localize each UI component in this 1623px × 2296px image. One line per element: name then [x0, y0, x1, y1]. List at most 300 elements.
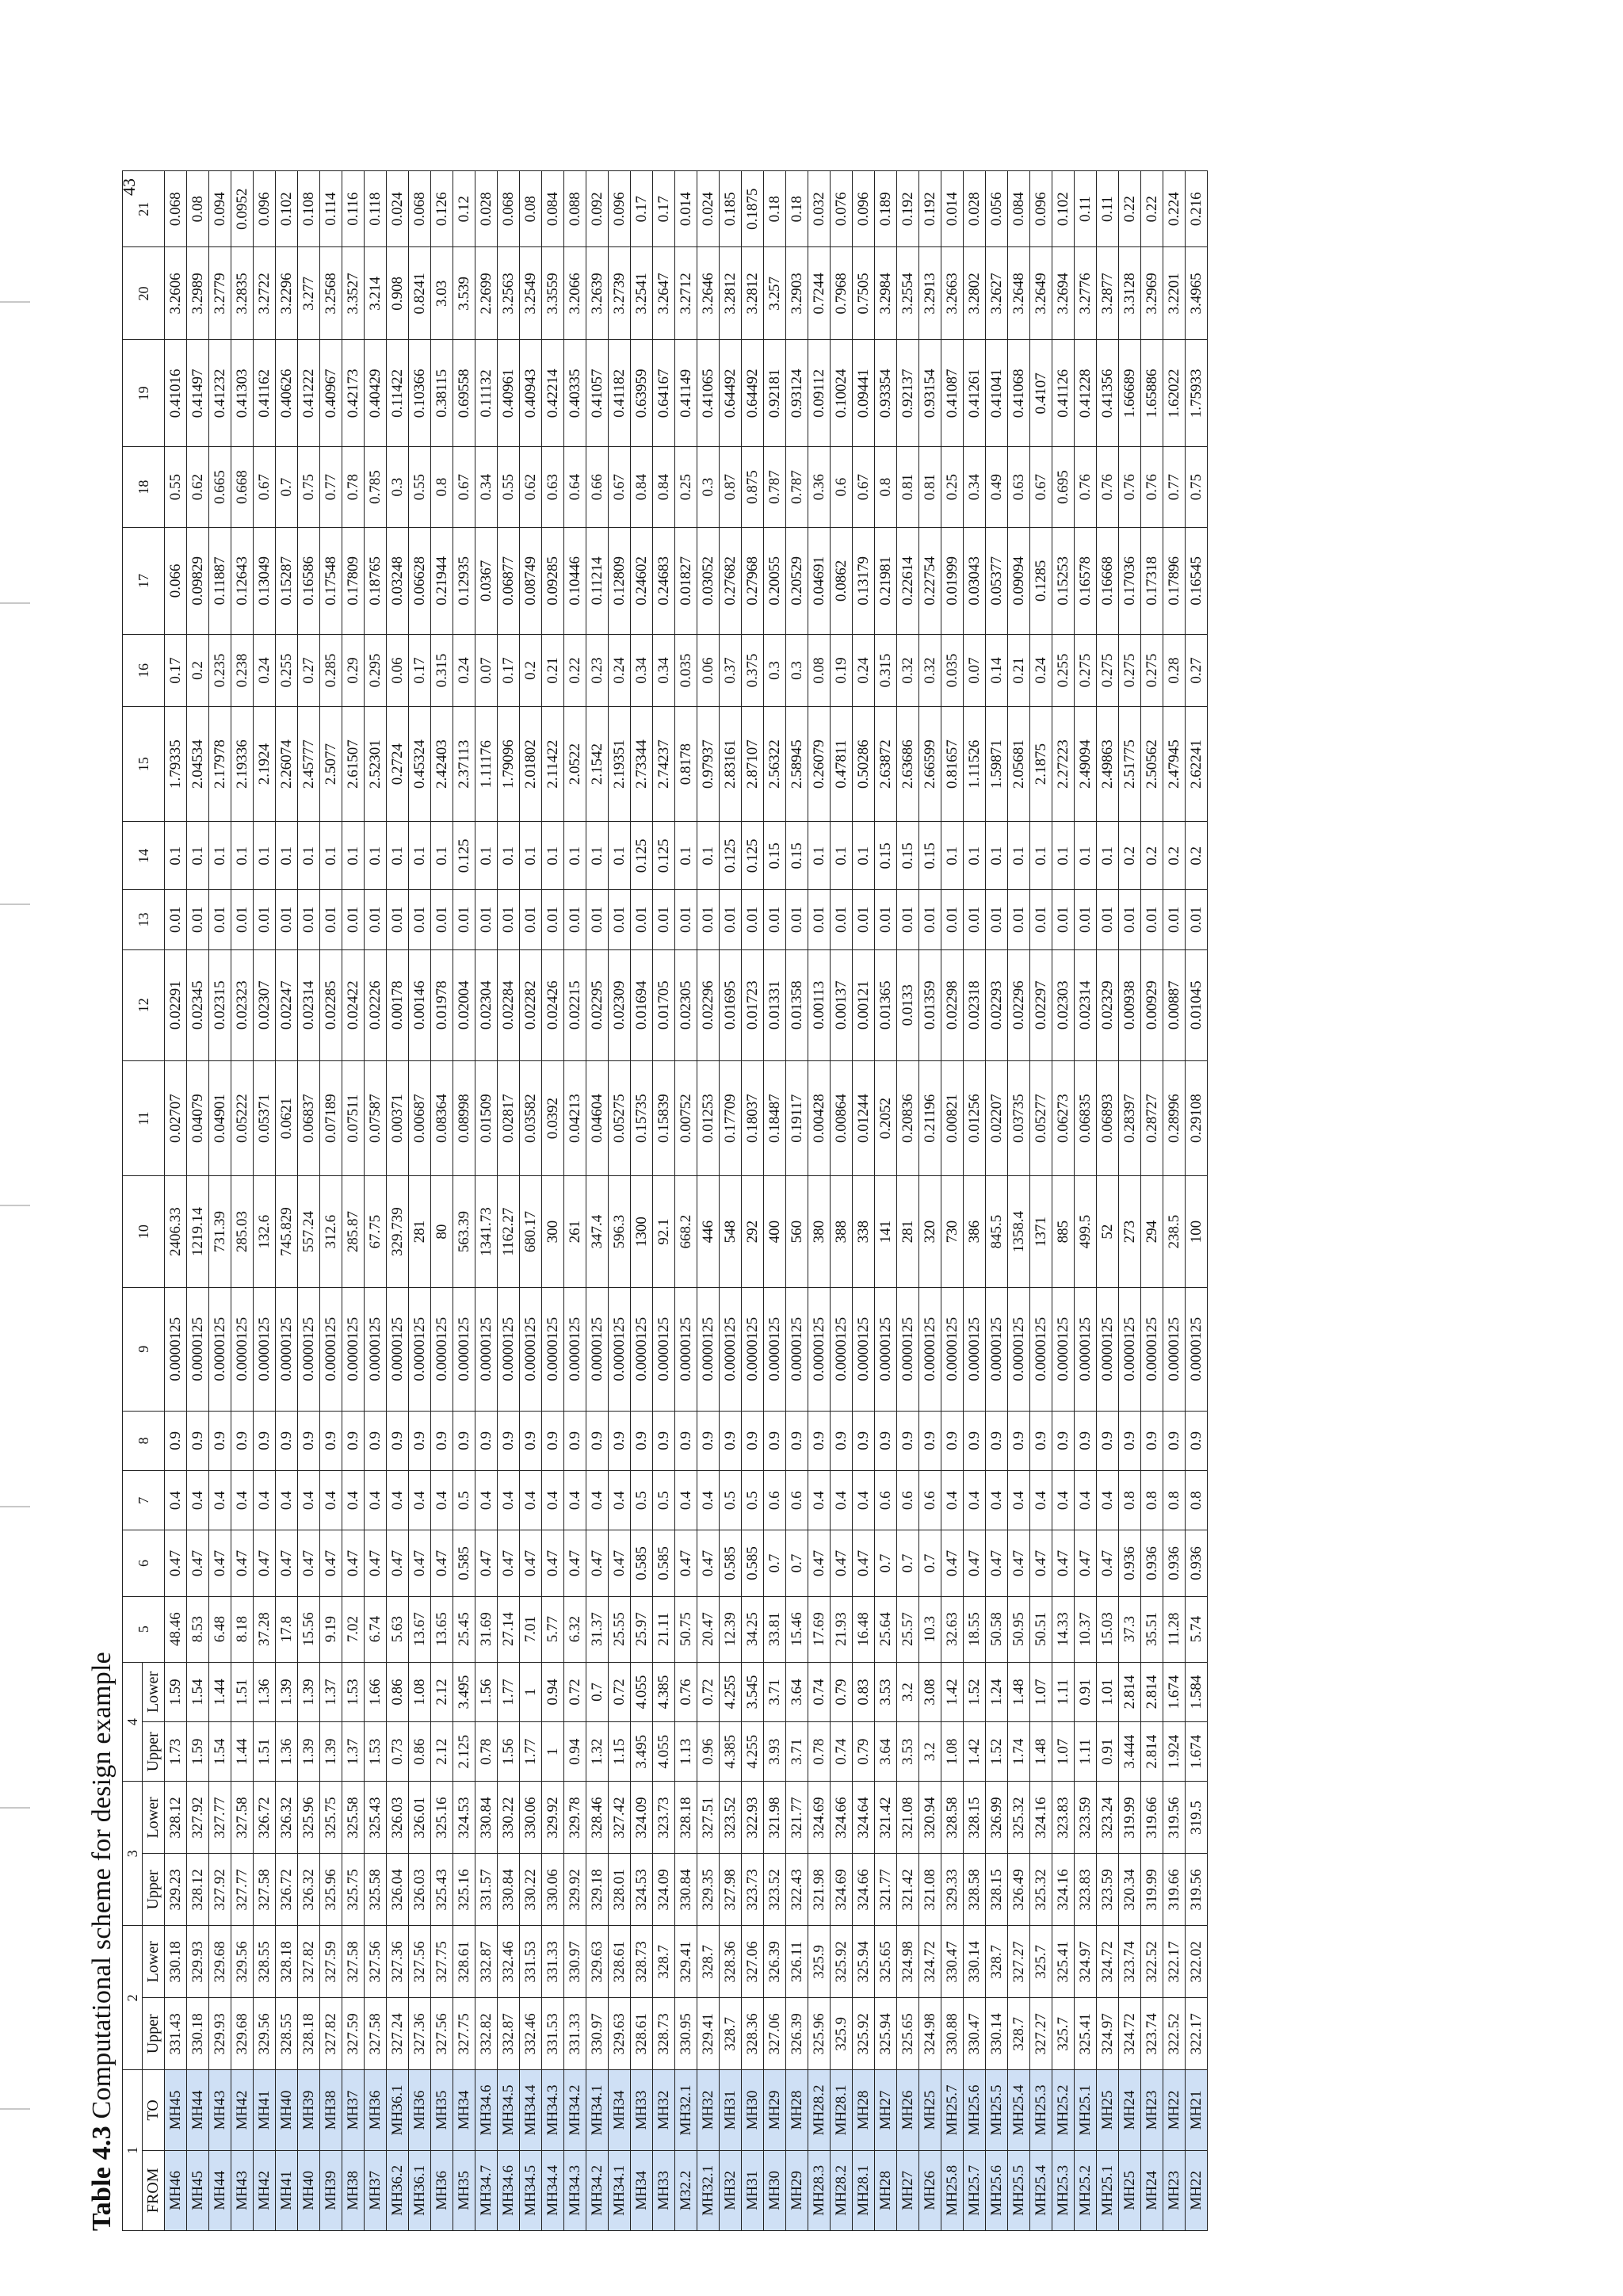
- from-cell: MH27: [897, 2150, 919, 2230]
- value-cell: 0.4: [365, 1471, 387, 1530]
- table-row: [964, 171, 986, 2231]
- value-cell: 0.118: [365, 171, 387, 247]
- value-cell: 330.88: [941, 1998, 964, 2070]
- value-cell: 0.67: [1030, 447, 1052, 527]
- value-cell: 0.04901: [209, 1060, 231, 1176]
- computation-table: [122, 170, 1208, 2231]
- value-cell: 0.02285: [320, 949, 342, 1060]
- value-cell: 0.0000125: [1052, 1287, 1075, 1411]
- value-cell: 0.7: [897, 1530, 919, 1596]
- value-cell: 132.6: [254, 1176, 276, 1287]
- from-cell: MH34: [631, 2150, 653, 2230]
- value-cell: 0.4: [1097, 1471, 1119, 1530]
- value-cell: 0.189: [875, 171, 897, 247]
- value-cell: 319.99: [1119, 1782, 1141, 1854]
- rotated-page: [87, 123, 1450, 2263]
- value-cell: 0.01509: [475, 1060, 498, 1176]
- value-cell: 0.9: [298, 1411, 320, 1470]
- value-cell: 0.1: [697, 822, 720, 890]
- value-cell: 3.2568: [320, 247, 342, 340]
- value-cell: 0.47: [831, 1530, 853, 1596]
- value-cell: 0.0000125: [853, 1287, 875, 1411]
- value-cell: 1341.73: [475, 1176, 498, 1287]
- value-cell: 0.4: [231, 1471, 254, 1530]
- value-cell: 0.20836: [897, 1060, 919, 1176]
- value-cell: 0.42173: [342, 340, 365, 447]
- value-cell: 0.0000125: [964, 1287, 986, 1411]
- value-cell: 0.47: [964, 1530, 986, 1596]
- value-cell: 0.05371: [254, 1060, 276, 1176]
- value-cell: 0.47: [187, 1530, 209, 1596]
- from-cell: MH36: [431, 2150, 453, 2230]
- value-cell: 0.17548: [320, 527, 342, 634]
- value-cell: 18.55: [964, 1596, 986, 1662]
- value-cell: 3.495: [453, 1662, 475, 1721]
- value-cell: 0.9: [586, 1411, 609, 1470]
- table-row: [919, 171, 941, 2231]
- value-cell: 323.59: [1075, 1782, 1097, 1854]
- value-cell: 0.76: [1141, 447, 1163, 527]
- value-cell: 0.255: [276, 634, 298, 706]
- value-cell: 4.385: [653, 1662, 675, 1721]
- value-cell: 327.82: [320, 1998, 342, 2070]
- value-cell: 0.0000125: [520, 1287, 542, 1411]
- value-cell: 0.91: [1075, 1662, 1097, 1721]
- value-cell: 328.15: [964, 1782, 986, 1854]
- value-cell: 0.01256: [964, 1060, 986, 1176]
- value-cell: 0.00929: [1141, 949, 1163, 1060]
- column-number-20: 20: [123, 247, 165, 340]
- column-header-upper: Upper: [143, 1854, 165, 1926]
- value-cell: 0.4: [475, 1471, 498, 1530]
- table-row: [498, 171, 520, 2231]
- value-cell: 0.16578: [1075, 527, 1097, 634]
- value-cell: 3.64: [875, 1722, 897, 1782]
- value-cell: 0.695: [1052, 447, 1075, 527]
- value-cell: 0.01: [1052, 890, 1075, 949]
- value-cell: 80: [431, 1176, 453, 1287]
- to-cell: MH25: [919, 2070, 941, 2150]
- value-cell: 0.01: [431, 890, 453, 949]
- value-cell: 0.255: [1052, 634, 1075, 706]
- value-cell: 326.99: [986, 1782, 1008, 1854]
- value-cell: 0.41182: [609, 340, 631, 447]
- value-cell: 0.93154: [919, 340, 941, 447]
- value-cell: 331.53: [542, 1998, 564, 2070]
- to-cell: MH25.5: [986, 2070, 1008, 2150]
- to-cell: MH29: [764, 2070, 786, 2150]
- value-cell: 0.18037: [742, 1060, 764, 1176]
- value-cell: 3.2648: [1008, 247, 1030, 340]
- value-cell: 329.92: [542, 1782, 564, 1854]
- value-cell: 326.72: [276, 1854, 298, 1926]
- value-cell: 0.0952: [231, 171, 254, 247]
- value-cell: 1.59871: [986, 706, 1008, 822]
- column-number-5: 5: [123, 1596, 165, 1662]
- from-cell: MH34.2: [586, 2150, 609, 2230]
- value-cell: 3.2663: [941, 247, 964, 340]
- from-cell: MH38: [342, 2150, 365, 2230]
- value-cell: 0.01695: [720, 949, 742, 1060]
- value-cell: 4.055: [631, 1662, 653, 1721]
- value-cell: 325.58: [365, 1854, 387, 1926]
- value-cell: 0.49: [986, 447, 1008, 527]
- value-cell: 0.47: [675, 1530, 697, 1596]
- value-cell: 0.125: [742, 822, 764, 890]
- value-cell: 0.02817: [498, 1060, 520, 1176]
- value-cell: 0.41065: [697, 340, 720, 447]
- value-cell: 326.49: [1008, 1854, 1030, 1926]
- value-cell: 1.01: [1097, 1662, 1119, 1721]
- value-cell: 0.01: [1097, 890, 1119, 949]
- value-cell: 332.46: [498, 1926, 520, 1998]
- value-cell: 0.79: [831, 1662, 853, 1721]
- value-cell: 0.0000125: [831, 1287, 853, 1411]
- value-cell: 2.1875: [1030, 706, 1052, 822]
- value-cell: 0.40626: [276, 340, 298, 447]
- value-cell: 3.2649: [1030, 247, 1052, 340]
- value-cell: 0.0000125: [342, 1287, 365, 1411]
- value-cell: 0.47: [941, 1530, 964, 1596]
- value-cell: 2.47945: [1163, 706, 1186, 822]
- to-cell: MH25: [1097, 2070, 1119, 2150]
- value-cell: 1.77: [520, 1722, 542, 1782]
- value-cell: 0.3: [387, 447, 409, 527]
- value-cell: 319.56: [1186, 1854, 1208, 1926]
- value-cell: 329.56: [231, 1926, 254, 1998]
- value-cell: 0.0000125: [209, 1287, 231, 1411]
- value-cell: 2.2699: [475, 247, 498, 340]
- value-cell: 10.3: [919, 1596, 941, 1662]
- value-cell: 0.01: [1186, 890, 1208, 949]
- from-cell: MH36.1: [409, 2150, 431, 2230]
- value-cell: 0.01: [165, 890, 187, 949]
- table-row: [653, 171, 675, 2231]
- value-cell: 0.02293: [986, 949, 1008, 1060]
- value-cell: 0.01: [853, 890, 875, 949]
- value-cell: 324.53: [453, 1782, 475, 1854]
- value-cell: 0.08364: [431, 1060, 453, 1176]
- value-cell: 329.68: [231, 1998, 254, 2070]
- value-cell: 0.7505: [853, 247, 875, 340]
- binder-mark: [0, 1807, 30, 1809]
- value-cell: 0.0000125: [165, 1287, 187, 1411]
- value-cell: 37.28: [254, 1596, 276, 1662]
- value-cell: 0.06: [697, 634, 720, 706]
- value-cell: 10.37: [1075, 1596, 1097, 1662]
- from-cell: MH25.8: [941, 2150, 964, 2230]
- value-cell: 1.42: [964, 1722, 986, 1782]
- value-cell: 0.9: [720, 1411, 742, 1470]
- from-cell: MH26: [919, 2150, 941, 2230]
- value-cell: 3.53: [875, 1662, 897, 1721]
- from-cell: MH46: [165, 2150, 187, 2230]
- table-row: [165, 171, 187, 2231]
- value-cell: 0.17: [653, 171, 675, 247]
- value-cell: 0.01: [298, 890, 320, 949]
- value-cell: 0.41303: [231, 340, 254, 447]
- value-cell: 329.33: [941, 1854, 964, 1926]
- value-cell: 0.084: [1008, 171, 1030, 247]
- value-cell: 327.82: [298, 1926, 320, 1998]
- value-cell: 15.56: [298, 1596, 320, 1662]
- value-cell: 0.03052: [697, 527, 720, 634]
- value-cell: 0.67: [453, 447, 475, 527]
- value-cell: 0.1: [298, 822, 320, 890]
- value-cell: 0.22: [1141, 171, 1163, 247]
- value-cell: 0.4: [941, 1471, 964, 1530]
- value-cell: 0.01: [1075, 890, 1097, 949]
- value-cell: 3.08: [919, 1662, 941, 1721]
- value-cell: 0.1: [831, 822, 853, 890]
- value-cell: 0.4: [1075, 1471, 1097, 1530]
- value-cell: 0.16545: [1186, 527, 1208, 634]
- value-cell: 325.92: [831, 1926, 853, 1998]
- value-cell: 3.2722: [254, 247, 276, 340]
- table-row: [808, 171, 831, 2231]
- value-cell: 0.0000125: [409, 1287, 431, 1411]
- value-cell: 0.78: [342, 447, 365, 527]
- value-cell: 0.05275: [609, 1060, 631, 1176]
- value-cell: 0.00428: [808, 1060, 831, 1176]
- value-cell: 0.17: [409, 634, 431, 706]
- value-cell: 0.125: [453, 822, 475, 890]
- value-cell: 0.47: [298, 1530, 320, 1596]
- value-cell: 0.4: [498, 1471, 520, 1530]
- value-cell: 0.01: [897, 890, 919, 949]
- from-cell: MH34.1: [609, 2150, 631, 2230]
- value-cell: 1.53: [342, 1662, 365, 1721]
- value-cell: 324.16: [1052, 1854, 1075, 1926]
- value-cell: 0.02296: [697, 949, 720, 1060]
- table-row: [409, 171, 431, 2231]
- table-row: [609, 171, 631, 2231]
- value-cell: 1.36: [254, 1662, 276, 1721]
- value-cell: 2.125: [453, 1722, 475, 1782]
- value-cell: 0.24602: [631, 527, 653, 634]
- to-cell: MH37: [342, 2070, 365, 2150]
- value-cell: 1371: [1030, 1176, 1052, 1287]
- value-cell: 2.5077: [320, 706, 342, 822]
- value-cell: 0.02314: [1075, 949, 1097, 1060]
- table-row: [564, 171, 586, 2231]
- binder-mark: [0, 2108, 30, 2110]
- value-cell: 12.39: [720, 1596, 742, 1662]
- to-cell: MH34.5: [498, 2070, 520, 2150]
- value-cell: 0.01331: [764, 949, 786, 1060]
- value-cell: 0.01827: [675, 527, 697, 634]
- value-cell: 0.585: [720, 1530, 742, 1596]
- value-cell: 1.53: [365, 1722, 387, 1782]
- value-cell: 326.32: [298, 1854, 320, 1926]
- value-cell: 0.1: [409, 822, 431, 890]
- value-cell: 0.01694: [631, 949, 653, 1060]
- value-cell: 323.74: [1141, 1998, 1163, 2070]
- table-row: [1097, 171, 1119, 2231]
- value-cell: 0.0000125: [498, 1287, 520, 1411]
- value-cell: 0.1: [1075, 822, 1097, 890]
- value-cell: 324.98: [897, 1926, 919, 1998]
- value-cell: 0.0000125: [475, 1287, 498, 1411]
- value-cell: 1.584: [1186, 1662, 1208, 1721]
- value-cell: 0.02297: [1030, 949, 1052, 1060]
- value-cell: 327.77: [209, 1782, 231, 1854]
- value-cell: 0.62: [187, 447, 209, 527]
- value-cell: 0.01: [1141, 890, 1163, 949]
- value-cell: 0.41222: [298, 340, 320, 447]
- value-cell: 17.8: [276, 1596, 298, 1662]
- value-cell: 50.58: [986, 1596, 1008, 1662]
- value-cell: 0.8: [1119, 1471, 1141, 1530]
- value-cell: 21.93: [831, 1596, 853, 1662]
- value-cell: 2.51775: [1119, 706, 1141, 822]
- value-cell: 325.96: [320, 1854, 342, 1926]
- value-cell: 0.63: [542, 447, 564, 527]
- value-cell: 0.014: [675, 171, 697, 247]
- value-cell: 0.785: [365, 447, 387, 527]
- value-cell: 330.18: [187, 1998, 209, 2070]
- value-cell: 20.47: [697, 1596, 720, 1662]
- value-cell: 327.06: [742, 1926, 764, 1998]
- value-cell: 0.1: [254, 822, 276, 890]
- value-cell: 0.1: [986, 822, 1008, 890]
- value-cell: 0.0000125: [875, 1287, 897, 1411]
- value-cell: 2.814: [1141, 1722, 1163, 1782]
- value-cell: 330.14: [986, 1998, 1008, 2070]
- value-cell: 1.79335: [165, 706, 187, 822]
- value-cell: 50.51: [1030, 1596, 1052, 1662]
- value-cell: 0.08: [187, 171, 209, 247]
- value-cell: 0.024: [387, 171, 409, 247]
- value-cell: 0.01: [609, 890, 631, 949]
- value-cell: 0.08: [520, 171, 542, 247]
- value-cell: 329.92: [564, 1854, 586, 1926]
- value-cell: 325.43: [365, 1782, 387, 1854]
- table-row: [853, 171, 875, 2231]
- value-cell: 0.0862: [831, 527, 853, 634]
- column-number-10: 10: [123, 1176, 165, 1287]
- value-cell: 329.78: [564, 1782, 586, 1854]
- value-cell: 0.7: [919, 1530, 941, 1596]
- value-cell: 3.93: [764, 1722, 786, 1782]
- value-cell: 0.83: [853, 1662, 875, 1721]
- value-cell: 0.04079: [187, 1060, 209, 1176]
- value-cell: 329.56: [254, 1998, 276, 2070]
- value-cell: 0.4: [609, 1471, 631, 1530]
- value-cell: 0.9: [1119, 1411, 1141, 1470]
- value-cell: 0.10366: [409, 340, 431, 447]
- value-cell: 1.32: [586, 1722, 609, 1782]
- value-cell: 0.102: [276, 171, 298, 247]
- value-cell: 92.1: [653, 1176, 675, 1287]
- value-cell: 324.66: [853, 1854, 875, 1926]
- value-cell: 325.92: [853, 1998, 875, 2070]
- value-cell: 0.4: [1030, 1471, 1052, 1530]
- value-cell: 0.02284: [498, 949, 520, 1060]
- value-cell: 0.40961: [498, 340, 520, 447]
- value-cell: 0.4: [209, 1471, 231, 1530]
- value-cell: 0.238: [231, 634, 254, 706]
- value-cell: 3.257: [764, 247, 786, 340]
- value-cell: 0.0000125: [1186, 1287, 1208, 1411]
- value-cell: 332.87: [498, 1998, 520, 2070]
- value-cell: 0.0000125: [1008, 1287, 1030, 1411]
- value-cell: 3.2969: [1141, 247, 1163, 340]
- value-cell: 0.41126: [1052, 340, 1075, 447]
- value-cell: 0.9: [276, 1411, 298, 1470]
- to-cell: MH25.2: [1052, 2070, 1075, 2150]
- value-cell: 328.61: [609, 1926, 631, 1998]
- value-cell: 1.66: [365, 1662, 387, 1721]
- value-cell: 2.52301: [365, 706, 387, 822]
- from-cell: MH25.5: [1008, 2150, 1030, 2230]
- value-cell: 327.75: [453, 1998, 475, 2070]
- value-cell: 7.02: [342, 1596, 365, 1662]
- value-cell: 327.59: [320, 1926, 342, 1998]
- value-cell: 1.924: [1163, 1722, 1186, 1782]
- value-cell: 0.94: [564, 1722, 586, 1782]
- value-cell: 0.0000125: [564, 1287, 586, 1411]
- table-row: [1030, 171, 1052, 2231]
- binder-mark: [0, 904, 30, 905]
- value-cell: 2.01802: [520, 706, 542, 822]
- value-cell: 330.47: [964, 1998, 986, 2070]
- from-cell: MH36.2: [387, 2150, 409, 2230]
- value-cell: 1.73: [165, 1722, 187, 1782]
- value-cell: 0.068: [165, 171, 187, 247]
- value-cell: 0.4: [1008, 1471, 1030, 1530]
- value-cell: 0.875: [742, 447, 764, 527]
- binder-mark: [0, 1205, 30, 1206]
- value-cell: 15.46: [786, 1596, 808, 1662]
- value-cell: 326.39: [764, 1926, 786, 1998]
- column-header-upper: Upper: [143, 1722, 165, 1782]
- value-cell: 0.02291: [165, 949, 187, 1060]
- value-cell: 328.15: [986, 1854, 1008, 1926]
- value-cell: 0.34: [964, 447, 986, 527]
- value-cell: 0.4: [165, 1471, 187, 1530]
- value-cell: 0.24: [453, 634, 475, 706]
- value-cell: 321.42: [875, 1782, 897, 1854]
- value-cell: 0.16668: [1097, 527, 1119, 634]
- value-cell: 0.03248: [387, 527, 409, 634]
- value-cell: 328.55: [276, 1998, 298, 2070]
- binder-mark: [0, 301, 30, 303]
- value-cell: 328.18: [276, 1926, 298, 1998]
- table-row: [187, 171, 209, 2231]
- value-cell: 3.2554: [897, 247, 919, 340]
- value-cell: 0.5: [631, 1471, 653, 1530]
- value-cell: 2.0522: [564, 706, 586, 822]
- value-cell: 3.2913: [919, 247, 941, 340]
- value-cell: 0.114: [320, 171, 342, 247]
- value-cell: 0.47: [320, 1530, 342, 1596]
- value-cell: 4.385: [720, 1722, 742, 1782]
- value-cell: 0.4: [697, 1471, 720, 1530]
- value-cell: 2.814: [1141, 1662, 1163, 1721]
- value-cell: 323.24: [1097, 1782, 1119, 1854]
- value-cell: 3.4965: [1186, 247, 1208, 340]
- value-cell: 328.61: [631, 1998, 653, 2070]
- value-cell: 0.17: [631, 171, 653, 247]
- value-cell: 0.6: [786, 1471, 808, 1530]
- value-cell: 0.81657: [941, 706, 964, 822]
- value-cell: 0.1: [365, 822, 387, 890]
- value-cell: 0.936: [1119, 1530, 1141, 1596]
- value-cell: 0.00146: [409, 949, 431, 1060]
- value-cell: 331.43: [165, 1998, 187, 2070]
- value-cell: 0.4: [1052, 1471, 1075, 1530]
